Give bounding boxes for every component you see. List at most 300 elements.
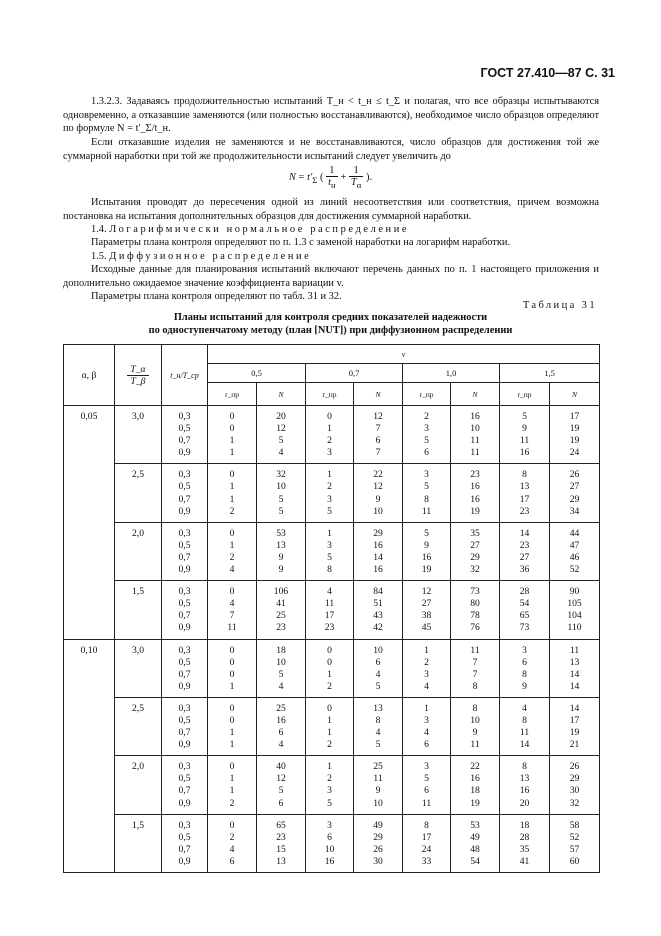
alpha-beta-cell: 0,05	[64, 406, 115, 640]
table-value: 19	[470, 505, 480, 517]
t-ratio-value: 0,9	[178, 797, 191, 809]
table-value: 8	[522, 668, 527, 680]
alpha-beta-cell: 0,10	[64, 639, 115, 873]
N-cell	[451, 756, 500, 814]
table-value: 1	[424, 702, 429, 714]
col-r-pr: r_пр	[208, 383, 257, 406]
table-value: 11	[470, 447, 480, 459]
col-N: N	[550, 383, 600, 406]
v-value-3: 1,5	[500, 364, 600, 383]
N-cell	[257, 522, 306, 580]
table-value: 9	[424, 539, 429, 551]
table-value: 6	[375, 656, 381, 668]
table-value: 17	[324, 610, 335, 622]
table-value: 34	[569, 505, 580, 517]
paragraph-lognormal	[63, 236, 599, 250]
table-value: 6	[278, 797, 284, 809]
table-value: 2	[229, 551, 235, 563]
N-cell	[550, 522, 600, 580]
table-value: 33	[421, 855, 432, 867]
table-value: 5	[278, 505, 284, 517]
table-value: 10	[373, 644, 383, 656]
table-value: 0	[229, 656, 235, 668]
table-value: 10	[470, 714, 480, 726]
v-value-0: 0,5	[208, 364, 306, 383]
N-cell	[451, 464, 500, 522]
table-value: 4	[375, 727, 381, 739]
table-value: 10	[276, 481, 286, 493]
table-value: 5	[522, 411, 527, 422]
N-cell	[257, 814, 306, 872]
table-value: 12	[421, 586, 432, 598]
r-pr-cell	[306, 522, 354, 580]
table-value: 8	[472, 702, 478, 714]
frac1-num: 1	[326, 165, 338, 177]
table-value: 11	[470, 644, 480, 656]
r-pr-cell	[306, 406, 354, 464]
table-value: 1	[229, 447, 235, 459]
table-value: 11	[421, 505, 432, 517]
frac2-den-sub: α	[356, 180, 362, 191]
t-ratio-value: 0,5	[178, 423, 191, 435]
table-value: 48	[470, 843, 480, 855]
t-ratio-cell	[162, 639, 208, 697]
table-value: 5	[424, 435, 429, 447]
t-ratio-cell	[162, 581, 208, 639]
table-value: 23	[276, 831, 286, 843]
table-value: 14	[569, 668, 580, 680]
table-value: 11	[324, 598, 335, 610]
table-value: 16	[470, 493, 480, 505]
table-value: 16	[519, 785, 530, 797]
table-value: 32	[276, 469, 286, 481]
table-value: 3	[522, 644, 527, 656]
table-value: 11	[470, 739, 480, 751]
table-value: 5	[278, 668, 284, 680]
t-ratio-value: 0,9	[178, 505, 191, 517]
r-pr-cell	[403, 406, 451, 464]
N-cell	[257, 464, 306, 522]
col-alpha-beta: α, β	[64, 345, 115, 406]
table-value: 11	[227, 622, 237, 634]
table-row	[64, 522, 600, 580]
r-pr-cell	[208, 756, 257, 814]
v-value-2: 1,0	[403, 364, 500, 383]
t-ratio-value: 0,7	[178, 727, 191, 739]
table-value: 6	[375, 435, 381, 447]
table-value: 9	[522, 680, 527, 692]
sec14-title: Логарифмически нормальное распределение	[109, 224, 410, 235]
table-value: 13	[519, 773, 530, 785]
table-value: 0	[327, 702, 332, 714]
table-value: 0	[229, 469, 235, 481]
r-pr-cell	[306, 639, 354, 697]
r-pr-cell	[500, 581, 550, 639]
table-value: 29	[569, 493, 580, 505]
ratio-cell: 2,0	[115, 756, 162, 814]
table-value: 80	[470, 598, 480, 610]
table-value: 20	[276, 411, 286, 422]
table-value: 4	[278, 447, 284, 459]
table-value: 12	[276, 423, 286, 435]
table-value: 18	[519, 819, 530, 831]
paragraph-1-3-2-3	[63, 95, 599, 136]
table-value: 10	[276, 656, 286, 668]
N-cell	[354, 522, 403, 580]
table-value: 49	[470, 831, 480, 843]
table-value: 0	[327, 644, 332, 656]
t-ratio-value: 0,5	[178, 773, 191, 785]
section-1-5-heading	[63, 250, 599, 264]
table-value: 36	[519, 564, 530, 576]
table-value: 58	[569, 819, 580, 831]
ratio-cell: 2,5	[115, 464, 162, 522]
N-cell	[451, 522, 500, 580]
N-cell	[257, 639, 306, 697]
ratio-num: T_α	[127, 364, 148, 376]
table-value: 10	[373, 797, 383, 809]
table-value: 7	[375, 447, 381, 459]
r-pr-cell	[403, 522, 451, 580]
table-value: 57	[569, 843, 580, 855]
t-ratio-value: 0,9	[178, 622, 191, 634]
r-pr-cell	[500, 639, 550, 697]
table-value: 73	[470, 586, 480, 598]
para6-text: Параметры плана контроля определяют по табл. 31 и 32.	[91, 291, 342, 302]
col-ratio	[115, 345, 162, 406]
t-ratio-cell	[162, 522, 208, 580]
N-cell	[354, 406, 403, 464]
table-value: 10	[373, 505, 383, 517]
table-value: 24	[569, 447, 580, 459]
formula-end: .	[369, 171, 373, 183]
table-value: 13	[569, 656, 580, 668]
table-value: 5	[278, 493, 284, 505]
t-ratio-value: 0,7	[178, 435, 191, 447]
table-value: 5	[424, 527, 429, 539]
table-value: 4	[327, 586, 332, 598]
t-ratio-value: 0,3	[178, 469, 191, 481]
table-value: 16	[373, 539, 383, 551]
table-value: 2	[229, 831, 235, 843]
table-value: 8	[522, 469, 527, 481]
col-r-pr: r_пр	[306, 383, 354, 406]
table-value: 5	[327, 551, 332, 563]
table-value: 26	[569, 761, 580, 773]
r-pr-cell	[208, 406, 257, 464]
table-value: 30	[373, 855, 383, 867]
table-value: 4	[229, 564, 235, 576]
table-value: 29	[470, 551, 480, 563]
table-value: 26	[373, 843, 383, 855]
table-row	[64, 464, 600, 522]
r-pr-cell	[403, 756, 451, 814]
N-cell	[550, 581, 600, 639]
table-value: 14	[519, 527, 530, 539]
table-value: 3	[327, 539, 332, 551]
r-pr-cell	[403, 464, 451, 522]
table-value: 17	[569, 714, 580, 726]
table-value: 5	[327, 797, 332, 809]
N-cell	[257, 581, 306, 639]
r-pr-cell	[403, 581, 451, 639]
t-ratio-value: 0,3	[178, 527, 191, 539]
table-value: 1	[327, 668, 332, 680]
table-value: 14	[569, 680, 580, 692]
table-value: 8	[424, 493, 429, 505]
t-ratio-value: 0,7	[178, 551, 191, 563]
table-value: 24	[421, 843, 432, 855]
r-pr-cell	[306, 756, 354, 814]
table-value: 53	[470, 819, 480, 831]
table-value: 27	[421, 598, 432, 610]
table-value: 5	[278, 435, 284, 447]
table-value: 16	[324, 855, 335, 867]
N-cell	[451, 581, 500, 639]
r-pr-cell	[208, 581, 257, 639]
N-cell	[354, 464, 403, 522]
t-ratio-value: 0,7	[178, 843, 191, 855]
table-value: 2	[229, 797, 235, 809]
t-ratio-value: 0,5	[178, 539, 191, 551]
col-N: N	[257, 383, 306, 406]
table-value: 19	[569, 435, 580, 447]
table-value: 35	[470, 527, 480, 539]
table-value: 18	[276, 644, 286, 656]
table-value: 8	[522, 761, 527, 773]
r-pr-cell	[403, 697, 451, 755]
table-value: 17	[519, 493, 530, 505]
table-value: 0	[229, 423, 235, 435]
table-value: 32	[569, 797, 580, 809]
t-ratio-value: 0,3	[178, 761, 191, 773]
table-value: 9	[278, 551, 284, 563]
paragraph-nonreplace	[63, 136, 599, 163]
t-ratio-value: 0,5	[178, 598, 191, 610]
col-N: N	[451, 383, 500, 406]
t-ratio-value: 0,7	[178, 668, 191, 680]
table-value: 4	[278, 680, 284, 692]
t-ratio-cell	[162, 697, 208, 755]
table-value: 2	[424, 656, 429, 668]
table-row	[64, 581, 600, 639]
table-31	[63, 344, 600, 873]
table-value: 1	[229, 481, 235, 493]
table-value: 45	[421, 622, 432, 634]
table-value: 104	[567, 610, 582, 622]
table-value: 1	[229, 785, 235, 797]
table-value: 12	[276, 773, 286, 785]
ratio-cell: 3,0	[115, 406, 162, 464]
t-ratio-value: 0,3	[178, 644, 191, 656]
table-value: 6	[278, 727, 284, 739]
table-value: 0	[229, 411, 235, 422]
table-title-line2: по одноступенчатому методу (план [NUT]) при диффузионном распределении	[148, 325, 513, 336]
table-value: 4	[375, 668, 381, 680]
table-value: 4	[229, 843, 235, 855]
table-value: 41	[276, 598, 286, 610]
table-value: 2	[327, 435, 332, 447]
N-cell	[550, 639, 600, 697]
table-value: 6	[424, 785, 429, 797]
table-value: 19	[569, 423, 580, 435]
t-ratio-cell	[162, 756, 208, 814]
table-value: 3	[424, 761, 429, 773]
ratio-den: T_β	[130, 375, 146, 387]
table-value: 14	[569, 702, 580, 714]
table-value: 23	[276, 622, 286, 634]
table-value: 22	[470, 761, 480, 773]
formula-plus: +	[340, 171, 347, 183]
table-value: 65	[519, 610, 530, 622]
table-value: 20	[519, 797, 530, 809]
table-value: 21	[569, 739, 580, 751]
table-value: 51	[373, 598, 383, 610]
r-pr-cell	[208, 814, 257, 872]
N-cell	[451, 406, 500, 464]
table-value: 7	[472, 656, 478, 668]
table-value: 42	[373, 622, 383, 634]
r-pr-cell	[500, 756, 550, 814]
table-value: 73	[519, 622, 530, 634]
table-value: 25	[276, 702, 286, 714]
table-value: 2	[327, 481, 332, 493]
N-cell	[451, 639, 500, 697]
t-ratio-value: 0,5	[178, 831, 191, 843]
para4-text: Параметры плана контроля определяют по п. 1.3 с заменой наработки на логарифм наработки.	[91, 237, 511, 248]
N-cell	[451, 697, 500, 755]
table-value: 19	[470, 797, 480, 809]
table-value: 46	[569, 551, 580, 563]
table-value: 11	[569, 644, 580, 656]
table-value: 10	[324, 843, 335, 855]
t-ratio-cell	[162, 406, 208, 464]
table-value: 1	[327, 761, 332, 773]
t-ratio-value: 0,7	[178, 493, 191, 505]
r-pr-cell	[306, 697, 354, 755]
t-ratio-value: 0,7	[178, 610, 191, 622]
table-value: 27	[519, 551, 530, 563]
table-value: 16	[470, 773, 480, 785]
table-value: 5	[375, 739, 381, 751]
table-value: 23	[519, 505, 530, 517]
table-title	[0, 311, 661, 337]
table-value: 1	[229, 773, 235, 785]
r-pr-cell	[208, 697, 257, 755]
r-pr-cell	[500, 464, 550, 522]
table-value: 1	[327, 714, 332, 726]
table-value: 6	[229, 855, 235, 867]
sec15-num: 1.5.	[91, 251, 107, 262]
table-value: 3	[424, 469, 429, 481]
table-value: 13	[276, 539, 286, 551]
table-value: 105	[567, 598, 582, 610]
table-value: 7	[229, 610, 235, 622]
paragraph-diffusion	[63, 263, 599, 290]
table-value: 4	[522, 702, 527, 714]
t-ratio-value: 0,9	[178, 680, 191, 692]
r-pr-cell	[403, 639, 451, 697]
ratio-cell: 2,5	[115, 697, 162, 755]
table-value: 30	[569, 785, 580, 797]
table-value: 2	[229, 505, 235, 517]
table-value: 0	[229, 644, 235, 656]
table-value: 16	[373, 564, 383, 576]
t-ratio-value: 0,3	[178, 702, 191, 714]
table-value: 11	[519, 435, 530, 447]
table-value: 0	[229, 714, 235, 726]
para3-text: Испытания проводят до пересечения одной из линий несоответствия или соответствия, причем возможна постановка на испытания дополнительных образцов для достижения суммарной наработки.	[63, 197, 599, 222]
v-value-1: 0,7	[306, 364, 403, 383]
ratio-cell: 1,5	[115, 581, 162, 639]
table-row	[64, 814, 600, 872]
table-value: 1	[229, 680, 235, 692]
t-ratio-value: 0,3	[178, 819, 191, 831]
table-value: 16	[421, 551, 432, 563]
table-row	[64, 639, 600, 697]
N-cell	[354, 814, 403, 872]
table-value: 12	[373, 481, 383, 493]
N-cell	[550, 406, 600, 464]
table-value: 84	[373, 586, 383, 598]
table-value: 4	[278, 739, 284, 751]
table-value: 23	[324, 622, 335, 634]
table-value: 6	[424, 739, 429, 751]
table-value: 2	[327, 680, 332, 692]
r-pr-cell	[306, 581, 354, 639]
table-value: 27	[569, 481, 580, 493]
table-value: 13	[276, 855, 286, 867]
table-row	[64, 756, 600, 814]
section-1-4-heading	[63, 223, 599, 237]
table-value: 4	[424, 727, 429, 739]
table-value: 14	[373, 551, 383, 563]
table-value: 6	[522, 656, 527, 668]
table-value: 9	[522, 423, 527, 435]
table-value: 3	[327, 447, 332, 459]
para5-text: Исходные данные для планирования испытаний включают перечень данных по п. 1 настоящего приложения и дополнительно ожидаемое значение коэффициента вариации v.	[63, 264, 599, 289]
table-value: 43	[373, 610, 383, 622]
N-cell	[550, 814, 600, 872]
table-value: 0	[229, 761, 235, 773]
N-cell	[354, 756, 403, 814]
N-cell	[257, 756, 306, 814]
table-value: 13	[519, 481, 530, 493]
t-ratio-value: 0,7	[178, 785, 191, 797]
N-cell	[550, 756, 600, 814]
fraction-2	[349, 165, 363, 190]
table-value: 8	[424, 819, 429, 831]
table-value: 29	[373, 831, 383, 843]
t-ratio-value: 0,5	[178, 481, 191, 493]
table-value: 0	[327, 656, 332, 668]
table-value: 7	[472, 668, 478, 680]
table-value: 13	[373, 702, 383, 714]
table-caption: Таблица 31	[522, 300, 597, 311]
table-value: 47	[569, 539, 580, 551]
col-r-pr: r_пр	[500, 383, 550, 406]
table-value: 106	[273, 586, 289, 598]
r-pr-cell	[306, 814, 354, 872]
ratio-cell: 3,0	[115, 639, 162, 697]
table-value: 3	[424, 668, 429, 680]
table-value: 6	[327, 831, 332, 843]
table-value: 5	[375, 680, 381, 692]
table-value: 8	[375, 714, 381, 726]
fraction-1	[326, 165, 338, 190]
table-value: 0	[229, 586, 235, 598]
formula-t: t'	[307, 171, 313, 183]
